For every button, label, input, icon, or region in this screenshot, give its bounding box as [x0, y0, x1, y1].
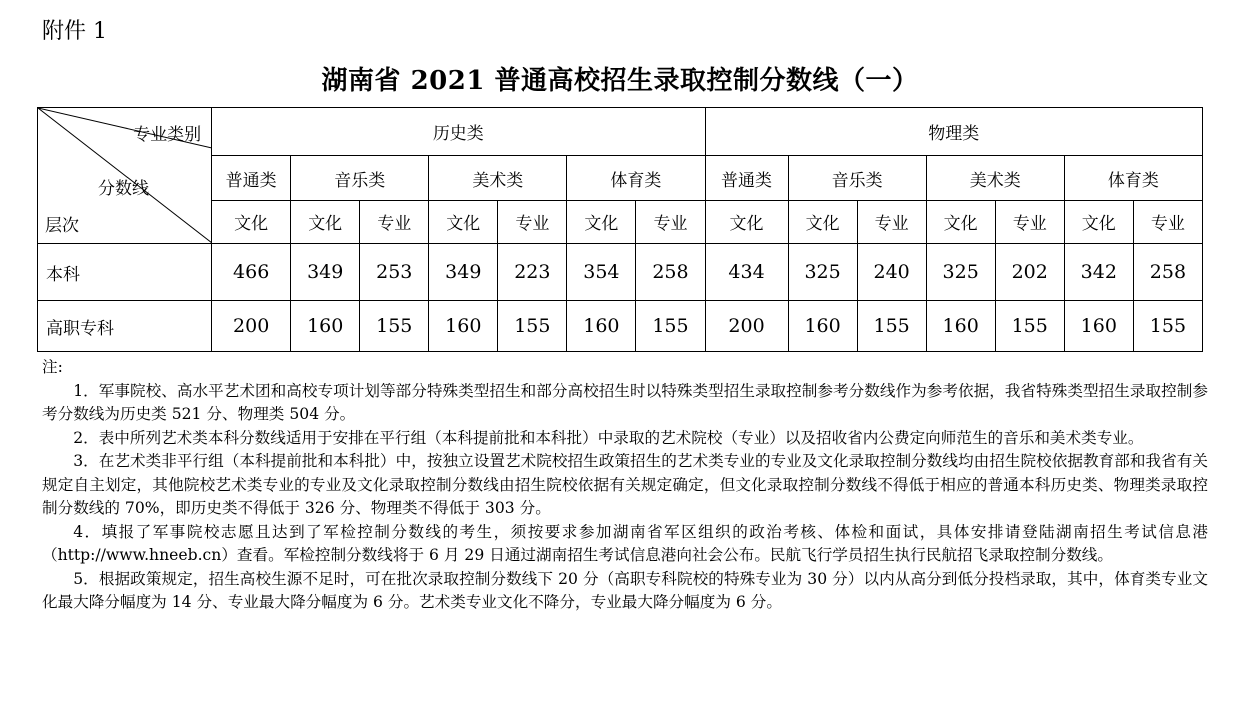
- sub-header-major: 专业: [857, 200, 926, 243]
- sub-header-culture: 文化: [926, 200, 995, 243]
- score-cell: 434: [705, 244, 788, 301]
- score-cell: 155: [1133, 301, 1202, 352]
- score-cell: 202: [995, 244, 1064, 301]
- note-item: 5．根据政策规定，招生高校生源不足时，可在批次录取控制分数线下 20 分（高职专科院校的特殊专业为 30 分）以内从高分到低分投档录取，其中，体育类专业文化最大降分幅度为 14 分、专业最大降分幅度为 6 分。艺术类专业文化不降分，专业最大降分幅度为 6 分。: [42, 569, 1208, 611]
- sub-header-culture: 文化: [788, 200, 857, 243]
- category-sports-history: 体育类: [567, 156, 705, 200]
- score-cell: 155: [636, 301, 705, 352]
- score-cell: 349: [291, 244, 360, 301]
- category-music-history: 音乐类: [291, 156, 429, 200]
- score-table: [37, 107, 1203, 352]
- sub-header-major: 专业: [1133, 200, 1202, 243]
- table-row-undergraduate: [38, 244, 1203, 301]
- score-cell: 258: [636, 244, 705, 301]
- category-music-physics: 音乐类: [788, 156, 926, 200]
- note-item: 4．填报了军事院校志愿且达到了军检控制分数线的考生，须按要求参加湖南省军区组织的政治考核、体检和面试，具体安排请登陆湖南招生考试信息港（http://www.hneeb.cn）查看。军检控制分数线将于 6 月 29 日通过湖南招生考试信息港向社会公布。民航飞行学员招生执行民航招飞录取控制分数线。: [42, 522, 1208, 564]
- note-item: 1．军事院校、高水平艺术团和高校专项计划等部分特殊类型招生和部分高校招生时以特殊类型招生录取控制参考分数线作为参考依据，我省特殊类型招生录取控制参考分数线为历史类 521 分、物理类 504 分。: [42, 381, 1208, 423]
- score-cell: 155: [995, 301, 1064, 352]
- sub-header-culture: 文化: [1064, 200, 1133, 243]
- score-cell: 349: [429, 244, 498, 301]
- corner-label-level: 层次: [45, 216, 79, 236]
- category-sports-physics: 体育类: [1064, 156, 1202, 200]
- page-title: 湖南省 2021 普通高校招生录取控制分数线（一）: [321, 66, 919, 96]
- category-art-physics: 美术类: [926, 156, 1064, 200]
- score-cell: 160: [926, 301, 995, 352]
- category-general-physics: 普通类: [705, 156, 788, 200]
- score-cell: 240: [857, 244, 926, 301]
- score-cell: 155: [857, 301, 926, 352]
- sub-header-culture: 文化: [705, 200, 788, 243]
- score-cell: 354: [567, 244, 636, 301]
- score-cell: 155: [360, 301, 429, 352]
- score-cell: 466: [212, 244, 291, 301]
- row-label: 高职专科: [38, 301, 212, 352]
- score-cell: 200: [705, 301, 788, 352]
- score-cell: 325: [926, 244, 995, 301]
- corner-label-category: 专业类别: [133, 125, 202, 145]
- table-row-vocational: [38, 301, 1203, 352]
- category-art-history: 美术类: [429, 156, 567, 200]
- score-cell: 160: [291, 301, 360, 352]
- score-cell: 253: [360, 244, 429, 301]
- table-corner-cell: [38, 108, 212, 244]
- score-cell: 155: [498, 301, 567, 352]
- category-general-history: 普通类: [212, 156, 291, 200]
- sub-header-culture: 文化: [291, 200, 360, 243]
- notes-section: [42, 356, 1208, 615]
- score-cell: 160: [429, 301, 498, 352]
- row-label: 本科: [38, 244, 212, 301]
- score-cell: 160: [1064, 301, 1133, 352]
- group-header-physics: 物理类: [705, 108, 1203, 156]
- score-cell: 258: [1133, 244, 1202, 301]
- note-item: 2．表中所列艺术类本科分数线适用于安排在平行组（本科提前批和本科批）中录取的艺术院校（专业）以及招收省内公费定向师范生的音乐和美术类专业。: [73, 428, 1144, 447]
- score-cell: 160: [567, 301, 636, 352]
- score-cell: 200: [212, 301, 291, 352]
- sub-header-major: 专业: [498, 200, 567, 243]
- note-item: 3．在艺术类非平行组（本科提前批和本科批）中，按独立设置艺术院校招生政策招生的艺术类专业的专业及文化录取控制分数线均由招生院校依据教育部和我省有关规定自主划定，其他院校艺术类专业的专业及文化录取控制分数线由招生院校依据有关规定确定，但文化录取控制分数线不得低于相应的普通本科历史类、物理类录取控制分数线的 70%，即历史类不得低于 326 分、物理类不得低于 303 分。: [42, 452, 1208, 517]
- sub-header-culture: 文化: [567, 200, 636, 243]
- notes-label: 注:: [42, 358, 63, 376]
- score-cell: 160: [788, 301, 857, 352]
- attachment-label: 附件 1: [42, 19, 107, 44]
- score-cell: 342: [1064, 244, 1133, 301]
- score-cell: 325: [788, 244, 857, 301]
- corner-label-score: 分数线: [98, 179, 149, 199]
- group-header-history: 历史类: [212, 108, 705, 156]
- sub-header-major: 专业: [360, 200, 429, 243]
- sub-header-major: 专业: [636, 200, 705, 243]
- sub-header-culture: 文化: [429, 200, 498, 243]
- sub-header-culture: 文化: [212, 200, 291, 243]
- score-cell: 223: [498, 244, 567, 301]
- sub-header-major: 专业: [995, 200, 1064, 243]
